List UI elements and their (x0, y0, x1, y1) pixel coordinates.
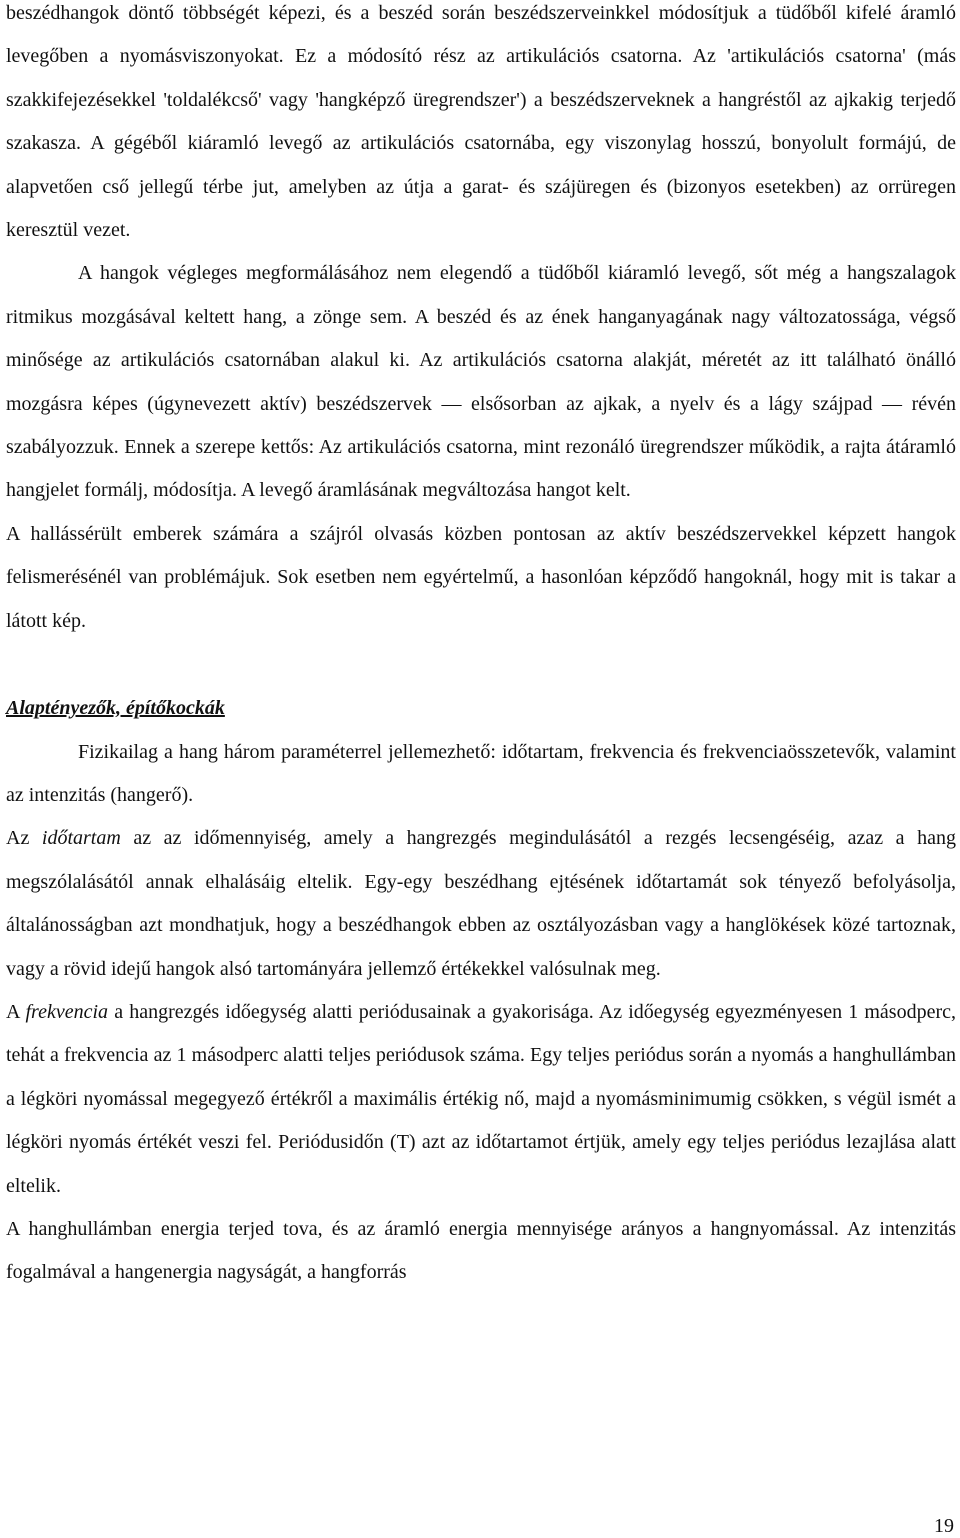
paragraph-frekvencia (6, 991, 956, 1208)
term-idotartam: időtartam (41, 827, 121, 850)
paragraph-fizikai-parameterek: Fizikailag a hang három paraméterrel jellemezhető: időtartam, frekvencia és frekvenciaösszetevők, valamint az intenzitás (hangerő). (6, 740, 956, 806)
paragraph-hallasserult: A hallássérült emberek számára a szájról olvasás közben pontosan az aktív beszédszervekkel képzett hangok felismerésénél van problémájuk. Sok esetben nem egyértelmű, a hasonlóan képződő hangoknál, hogy mit is takar a látott kép. (6, 522, 956, 632)
document-page (6, 0, 956, 1295)
section-heading: Alaptényezők, építőkockák (6, 697, 225, 720)
paragraph-frekvencia-lead: A (6, 1000, 26, 1023)
paragraph-idotartam-body: az az időmennyiség, amely a hangrezgés megindulásától a rezgés lecsengéséig, azaz a hang megszólalásától annak elhalásáig eltelik. Egy-egy beszédhang ejtésének időtartamát sok tényező befolyásolja, általánosságban azt mondhatjuk, hogy a beszédhangok ebben az osztályozásban vagy a hanglökések közé tartoznak, vagy a rövid idejű hangok alsó tartományára jellemző értékekkel valósulnak meg. (6, 827, 956, 980)
paragraph-idotartam (6, 817, 956, 991)
paragraph-artikulacios-csatorna: beszédhangok döntő többségét képezi, és a beszéd során beszédszerveinkkel módosítjuk a tüdőből kifelé áramló levegőben a nyomásviszonyokat. Ez a módosító rész az artikulációs csatorna. Az 'artikulációs csatorna' (más szakkifejezésekkel 'toldalékcső' vagy 'hangképző üregrendszer') a beszédszerveknek a hangréstől az ajkakig terjedő szakasza. A gégéből kiáramló levegő az artikulációs csatornába, egy viszonylag hosszú, bonyolult formájú, de alapvetően cső jellegű térbe jut, amelyben az útja a garat- és szájüregen és (bizonyos esetekben) az orrüregen keresztül vezet. (6, 2, 956, 242)
paragraph-frekvencia-body: a hangrezgés időegység alatti periódusainak a gyakorisága. Az időegység egyezményesen 1 másodperc, tehát a frekvencia az 1 másodperc alatti teljes periódusok száma. Egy teljes periódus során a nyomás a hanghullámban a légköri nyomással megegyező értékről a maximális értékig nő, majd a nyomásminimumig csökken, s végül ismét a légköri nyomás értékét veszi fel. Periódusidőn (T) azt az időtartamot értjük, amely egy teljes periódus lezajlása alatt eltelik. (6, 1000, 957, 1197)
term-frekvencia: frekvencia (25, 1000, 109, 1023)
paragraph-hangok-megformalasa: A hangok végleges megformálásához nem elegendő a tüdőből kiáramló levegő, sőt még a hangszalagok ritmikus mozgásával keltett hang, a zönge sem. A beszéd és az ének hanganyagának nagy változatossága, végső minősége az artikulációs csatornában alakul ki. Az artikulációs csatorna alakját, méretét az itt található önálló mozgásra képes (úgynevezett aktív) beszédszervek ― elsősorban az ajkak, a nyelv és a lágy szájpad ― révén szabályozzuk. Ennek a szerepe kettős: Az artikulációs csatorna, mint rezonáló üregrendszer működik, a rajta átáramló hangjelet formálj, módosítja. A levegő áramlásának megváltozása hangot kelt. (6, 262, 956, 502)
paragraph-intenzitas: A hanghullámban energia terjed tova, és az áramló energia mennyisége arányos a hangnyomással. Az intenzitás fogalmával a hangenergia nagyságát, a hangforrás (6, 1217, 956, 1284)
paragraph-idotartam-lead: Az (6, 827, 42, 850)
page-number: 19 (934, 1515, 954, 1537)
